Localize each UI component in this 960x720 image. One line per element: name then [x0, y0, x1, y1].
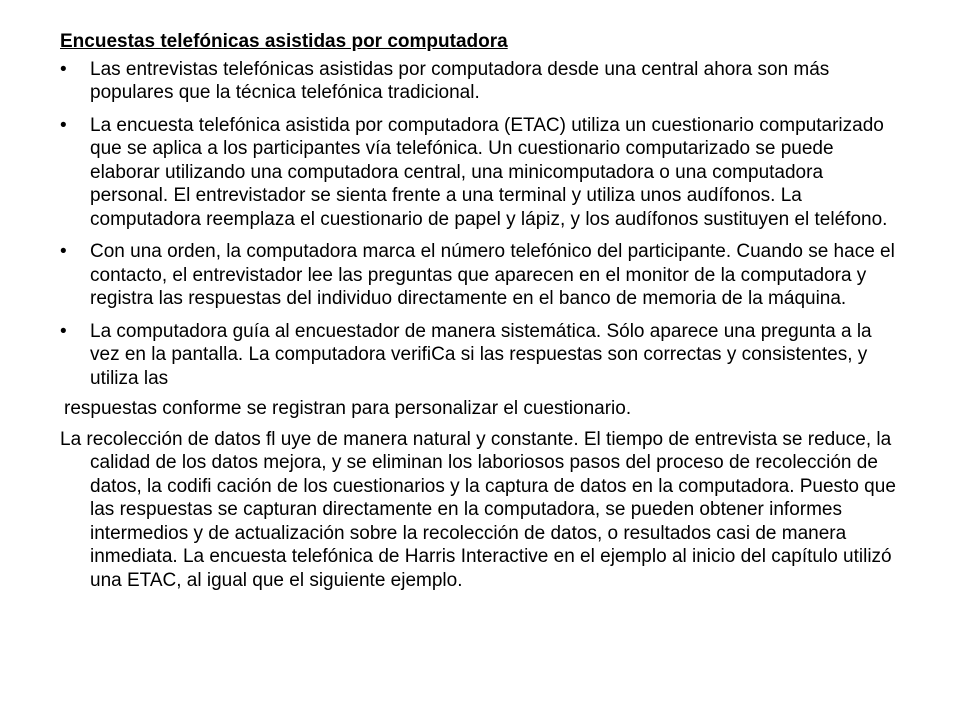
- bullet-list: [60, 58, 905, 391]
- bullet-item: [60, 114, 905, 232]
- bullet-icon: •: [60, 320, 67, 342]
- bullet-icon: •: [60, 114, 67, 136]
- bullet-icon: •: [60, 58, 67, 80]
- bullet-item: [60, 58, 905, 105]
- slide-title: Encuestas telefónicas asistidas por computadora: [60, 31, 508, 52]
- bullet-text: La computadora guía al encuestador de manera sistemática. Sólo aparece una pregunta a la vez en la pantalla. La computadora verifiCa si las respuestas son correctas y consistentes, y utiliza las: [90, 320, 872, 389]
- bullet-item: [60, 240, 905, 311]
- bullet-text: Las entrevistas telefónicas asistidas por computadora desde una central ahora son más populares que la técnica telefónica tradicional.: [90, 58, 830, 103]
- closing-paragraph: La recolección de datos fl uye de manera natural y constante. El tiempo de entrevista se reduce, la calidad de los datos mejora, y se eliminan los laboriosos pasos del proceso de recolección de datos, la codifi cación de los cuestionarios y la captura de datos en la computadora. Puesto que las respuestas se capturan directamente en la computadora, se pueden obtener informes intermedios y de actualización sobre la recolección de datos, o resultados casi de manera inmediata. La encuesta telefónica de Harris Interactive en el ejemplo al inicio del capítulo utilizó una ETAC, al igual que el siguiente ejemplo.: [60, 428, 896, 591]
- bullet-text: Con una orden, la computadora marca el número telefónico del participante. Cuando se hace el contacto, el entrevistador lee las preguntas que aparecen en el monitor de la computadora y registra las respuestas del individuo directamente en el banco de memoria de la máquina.: [90, 241, 895, 309]
- bullet-item: [60, 320, 905, 391]
- slide-content: [60, 30, 905, 599]
- bullet-icon: •: [60, 241, 67, 262]
- bullet-text: La encuesta telefónica asistida por computadora (ETAC) utiliza un cuestionario computarizado que se aplica a los participantes vía telefónica. Un cuestionario computarizado se puede elaborar utilizando una computadora central, una minicomputadora o una computadora personal. El entrevistador se sienta frente a una terminal y utiliza unos audífonos. La computadora reemplaza el cuestionario de papel y lápiz, y los audífonos sustituyen el teléfono.: [90, 114, 888, 230]
- continuation-paragraph: respuestas conforme se registran para personalizar el cuestionario.: [64, 398, 632, 419]
